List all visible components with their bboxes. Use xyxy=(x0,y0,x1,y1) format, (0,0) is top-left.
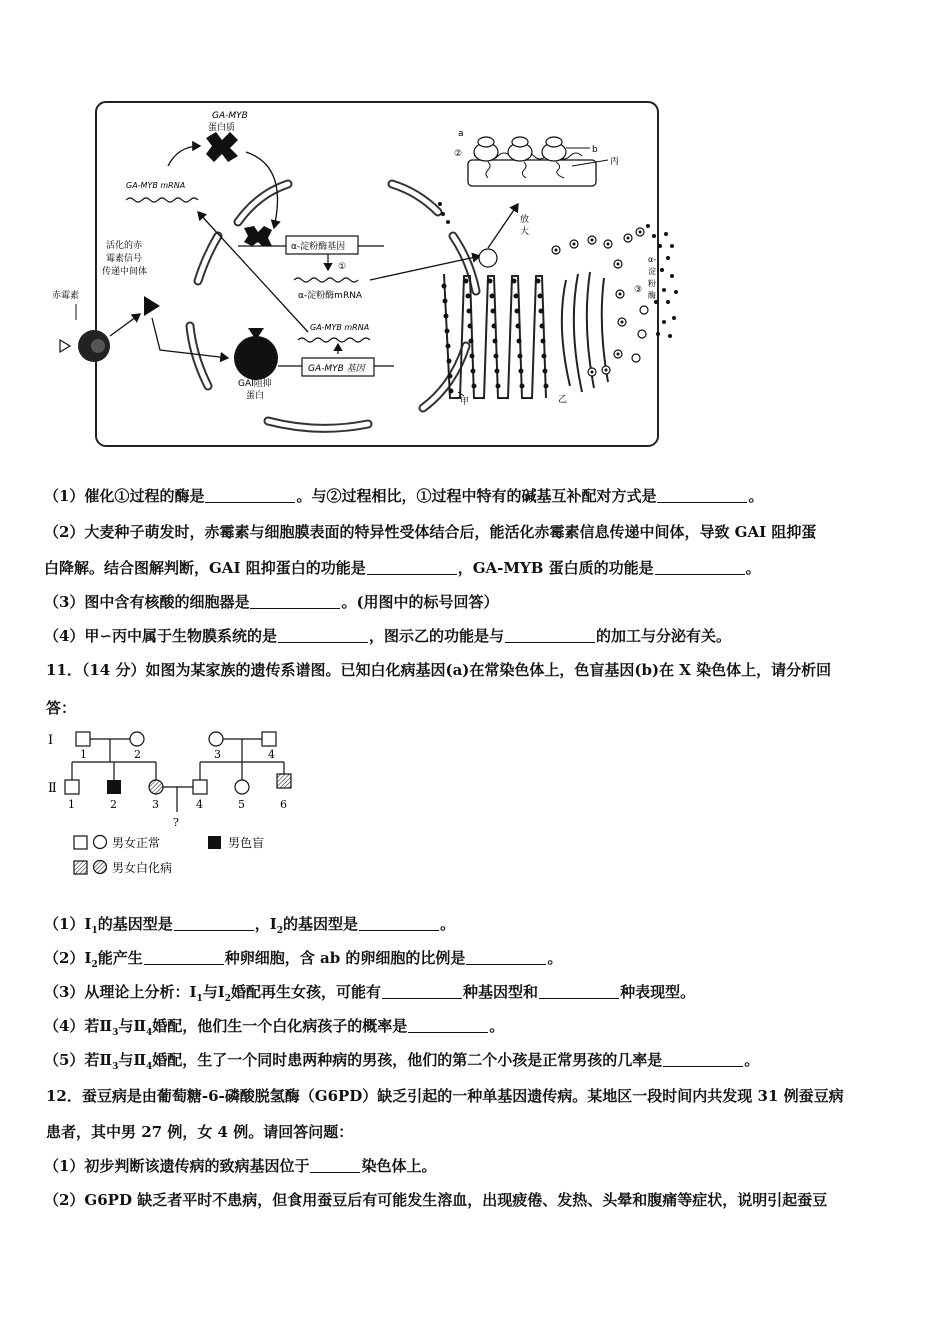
answer-blank[interactable] xyxy=(144,949,224,965)
label-enzyme-4: 酶 xyxy=(648,291,656,300)
q11-sub5 xyxy=(44,1050,759,1077)
label-gai-1: GAI阻抑 xyxy=(238,379,272,389)
answer-blank[interactable] xyxy=(466,949,546,965)
q10-p2-text-b: ，GA-MYB 蛋白质的功能是 xyxy=(457,559,654,577)
q11-s4-c: 婚配，他们生一个白化病孩子的概率是 xyxy=(152,1017,408,1035)
label-activated-1: 活化的赤 xyxy=(106,241,143,251)
pedigree-num-I3: 3 xyxy=(214,748,221,761)
q11-s4-sub2: 4 xyxy=(146,1028,153,1038)
pedigree-I4-male xyxy=(262,732,276,746)
label-amylase-mrna: α-淀粉酶mRNA xyxy=(298,291,363,301)
q11-s3-e: 种表现型。 xyxy=(620,983,696,1001)
q11-sub1 xyxy=(44,914,455,941)
q12-intro-line2: 患者，其中男 27 例，女 4 例。请回答问题： xyxy=(46,1123,354,1141)
q10-part4 xyxy=(44,626,731,646)
q11-s5-c: 婚配，生了一个同时患两种病的男孩，他们的第二个小孩是正常男孩的几率是 xyxy=(152,1051,663,1069)
answer-blank[interactable] xyxy=(663,1051,743,1067)
answer-blank[interactable] xyxy=(310,1157,360,1173)
q10-p3-text-a: （3）图中含有核酸的细胞器是 xyxy=(44,593,250,611)
answer-blank[interactable] xyxy=(367,559,457,575)
label-yi: 乙 xyxy=(558,395,568,405)
pedigree-II2-colorblind-male xyxy=(107,780,121,794)
label-ga-myb-mrna-center: GA-MYB mRNA xyxy=(310,323,370,332)
q10-p1-text-b: 。与②过程相比，①过程中特有的碱基互补配对方式是 xyxy=(296,487,657,505)
answer-blank[interactable] xyxy=(250,593,340,609)
answer-blank[interactable] xyxy=(505,627,595,643)
nuclear-envelope xyxy=(190,184,476,428)
q10-part3 xyxy=(44,592,499,612)
pedigree-num-II6: 6 xyxy=(280,798,287,811)
label-ga-myb-protein-2: 蛋白质 xyxy=(208,123,236,133)
legend-colorblind-text: 男色盲 xyxy=(228,836,265,850)
q12-intro-line1: 12．蚕豆病是由葡萄糖-6-磷酸脱氢酶（G6PD）缺乏引起的一种单基因遗传病。某地区一段时间内共发现 31 例蚕豆病 xyxy=(46,1087,844,1105)
q11-sub2 xyxy=(44,948,562,975)
ga-myb-bound-icon xyxy=(244,226,272,246)
pedigree-I2-female xyxy=(130,732,144,746)
answer-blank[interactable] xyxy=(408,1017,488,1033)
label-a: a xyxy=(458,129,464,139)
secretory-vesicles xyxy=(552,228,648,376)
legend-male-normal xyxy=(74,836,87,849)
legend-normal-text: 男女正常 xyxy=(112,836,161,850)
answer-blank[interactable] xyxy=(539,983,619,999)
answer-blank[interactable] xyxy=(655,559,745,575)
q11-s5-a: （5）若Ⅱ xyxy=(44,1051,113,1069)
pedigree-I3-female xyxy=(209,732,223,746)
pedigree-I1-male xyxy=(76,732,90,746)
q10-p4-text-b: ，图示乙的功能是与 xyxy=(369,627,505,645)
label-amylase-gene: α-淀粉酶基因 xyxy=(291,242,346,252)
q12-sub1 xyxy=(44,1156,436,1176)
q10-p1-text-c: 。 xyxy=(748,487,764,505)
q10-p3-text-b: 。(用图中的标号回答） xyxy=(341,593,499,611)
label-activated-3: 传递中间体 xyxy=(102,267,148,277)
pedigree-II4-male xyxy=(193,780,207,794)
pedigree-chart xyxy=(40,722,300,882)
pedigree-II3-albino-female xyxy=(149,780,163,794)
q11-s2-c: 种卵细胞，含 ab 的卵细胞的比例是 xyxy=(224,949,466,967)
q11-s1-sub1: 1 xyxy=(91,926,98,936)
q11-s3-sub2: 2 xyxy=(224,994,232,1004)
label-gai-2: 蛋白 xyxy=(246,391,265,401)
q11-s3-sub1: 1 xyxy=(196,994,203,1004)
answer-blank[interactable] xyxy=(359,915,439,931)
label-da: 大 xyxy=(520,227,530,237)
q12-s1-a: （1）初步判断该遗传病的致病基因位于 xyxy=(44,1157,310,1175)
legend-albino-female xyxy=(94,861,107,874)
pedigree-gen1: Ⅰ xyxy=(48,733,54,748)
gibberellin-cell-diagram xyxy=(52,96,664,454)
q11-intro-line2: 答： xyxy=(46,699,77,717)
q11-s5-sub1: 3 xyxy=(112,1062,119,1072)
q10-p1-text-a: （1）催化①过程的酶是 xyxy=(44,487,205,505)
label-fang: 放 xyxy=(520,215,530,225)
q12-s1-b: 染色体上。 xyxy=(361,1157,437,1175)
q11-s4-d: 。 xyxy=(489,1017,505,1035)
ga-myb-mrna-wave-left xyxy=(126,198,198,202)
q11-s5-d: 。 xyxy=(744,1051,760,1069)
label-b: b xyxy=(592,145,598,155)
pedigree-num-II4: 4 xyxy=(196,798,203,811)
pedigree-gen2: Ⅱ xyxy=(48,781,57,796)
rough-er xyxy=(444,274,546,398)
pedigree-num-II5: 5 xyxy=(238,798,245,811)
q11-s4-a: （4）若Ⅱ xyxy=(44,1017,113,1035)
label-gibberellin: 赤霉素 xyxy=(52,291,80,301)
pedigree-num-II3: 3 xyxy=(152,798,159,811)
legend-female-normal xyxy=(94,836,107,849)
pedigree-num-I4: 4 xyxy=(268,748,275,761)
q10-p2-text-a: 白降解。结合图解判断，GAI 阻抑蛋白的功能是 xyxy=(44,559,366,577)
pedigree-II1-male xyxy=(65,780,79,794)
answer-blank[interactable] xyxy=(205,487,295,503)
label-ga-myb-gene: GA-MYB 基因 xyxy=(308,364,365,374)
q11-s3-c: 婚配再生女孩，可能有 xyxy=(231,983,382,1001)
pedigree-II5-female xyxy=(235,780,249,794)
q11-intro-line1: 11．（14 分）如图为某家族的遗传系谱图。已知白化病基因(a)在常染色体上，色盲基因(b)在 X 染色体上，请分析回 xyxy=(46,661,832,679)
q11-sub4 xyxy=(44,1016,504,1043)
ga-myb-mrna-wave-center xyxy=(298,338,370,342)
ga-myb-protein-icon xyxy=(206,132,238,162)
q11-s2-d: 。 xyxy=(547,949,563,967)
label-enzyme-1: α- xyxy=(648,255,657,264)
q11-s3-b: 与Ⅰ xyxy=(202,983,225,1001)
q12-sub2: （2）G6PD 缺乏者平时不患病，但食用蚕豆后有可能发生溶血，出现疲倦、发热、头晕和腹痛等症状，说明引起蚕豆 xyxy=(44,1191,828,1209)
label-step2: ② xyxy=(454,149,463,159)
q11-s4-sub1: 3 xyxy=(112,1028,119,1038)
q11-s1-d: 的基因型是 xyxy=(283,915,359,933)
answer-blank[interactable] xyxy=(278,627,368,643)
q11-s2-a: （2）Ⅰ xyxy=(44,949,92,967)
q10-p4-text-a: （4）甲∽丙中属于生物膜系统的是 xyxy=(44,627,278,645)
q10-part2-line2 xyxy=(44,558,761,578)
label-bing: 丙 xyxy=(610,157,620,167)
q11-s1-c: ，Ⅰ xyxy=(254,915,277,933)
answer-blank[interactable] xyxy=(657,487,747,503)
label-ga-myb-protein-1: GA-MYB xyxy=(212,111,248,121)
q11-s1-sub2: 2 xyxy=(276,926,284,936)
label-ga-myb-mrna-left: GA-MYB mRNA xyxy=(126,181,186,190)
polysome-ribosomes xyxy=(474,137,566,161)
translation-box xyxy=(468,160,596,186)
label-jia: 甲 xyxy=(460,397,470,407)
label-step1: ① xyxy=(338,262,347,272)
golgi-apparatus xyxy=(562,272,608,392)
q10-p2-text-c: 。 xyxy=(745,559,761,577)
pedigree-II6-albino-male xyxy=(277,774,291,788)
legend-albino-text: 男女白化病 xyxy=(112,861,173,875)
gai-repressor-icon xyxy=(234,336,278,380)
q11-s2-b: 能产生 xyxy=(97,949,143,967)
answer-blank[interactable] xyxy=(382,983,462,999)
q11-s5-sub2: 4 xyxy=(146,1062,153,1072)
signal-intermediate-icon xyxy=(144,296,160,316)
amylase-mrna-wave xyxy=(294,278,358,282)
label-step3: ③ xyxy=(634,285,643,295)
label-enzyme-3: 粉 xyxy=(648,279,656,288)
q11-sub3 xyxy=(44,982,695,1009)
legend-albino-male xyxy=(74,861,87,874)
q11-s4-b: 与Ⅱ xyxy=(118,1017,147,1035)
q11-s1-b: 的基因型是 xyxy=(97,915,173,933)
q10-part2-line1: （2）大麦种子萌发时，赤霉素与细胞膜表面的特异性受体结合后，能活化赤霉素信息传递中间体，导致 GAI 阻抑蛋 xyxy=(44,523,817,541)
q11-s2-sub: 2 xyxy=(91,960,98,970)
gibberellin-icon xyxy=(60,340,70,352)
label-enzyme-2: 淀 xyxy=(648,267,656,276)
pedigree-num-II2: 2 xyxy=(110,798,117,811)
q11-s1-a: （1）Ⅰ xyxy=(44,915,92,933)
q10-part1 xyxy=(44,486,763,506)
answer-blank[interactable] xyxy=(174,915,254,931)
legend-colorblind xyxy=(208,836,221,849)
q11-s5-b: 与Ⅱ xyxy=(118,1051,147,1069)
pedigree-child-question: ? xyxy=(173,816,179,829)
q11-s3-a: （3）从理论上分析：Ⅰ xyxy=(44,983,197,1001)
q11-s1-e: 。 xyxy=(440,915,456,933)
q10-p4-text-c: 的加工与分泌有关。 xyxy=(596,627,732,645)
pedigree-num-II1: 1 xyxy=(68,798,75,811)
label-activated-2: 霉素信号 xyxy=(106,254,143,264)
q11-s3-d: 种基因型和 xyxy=(463,983,539,1001)
pedigree-num-I2: 2 xyxy=(134,748,141,761)
pedigree-num-I1: 1 xyxy=(80,748,87,761)
